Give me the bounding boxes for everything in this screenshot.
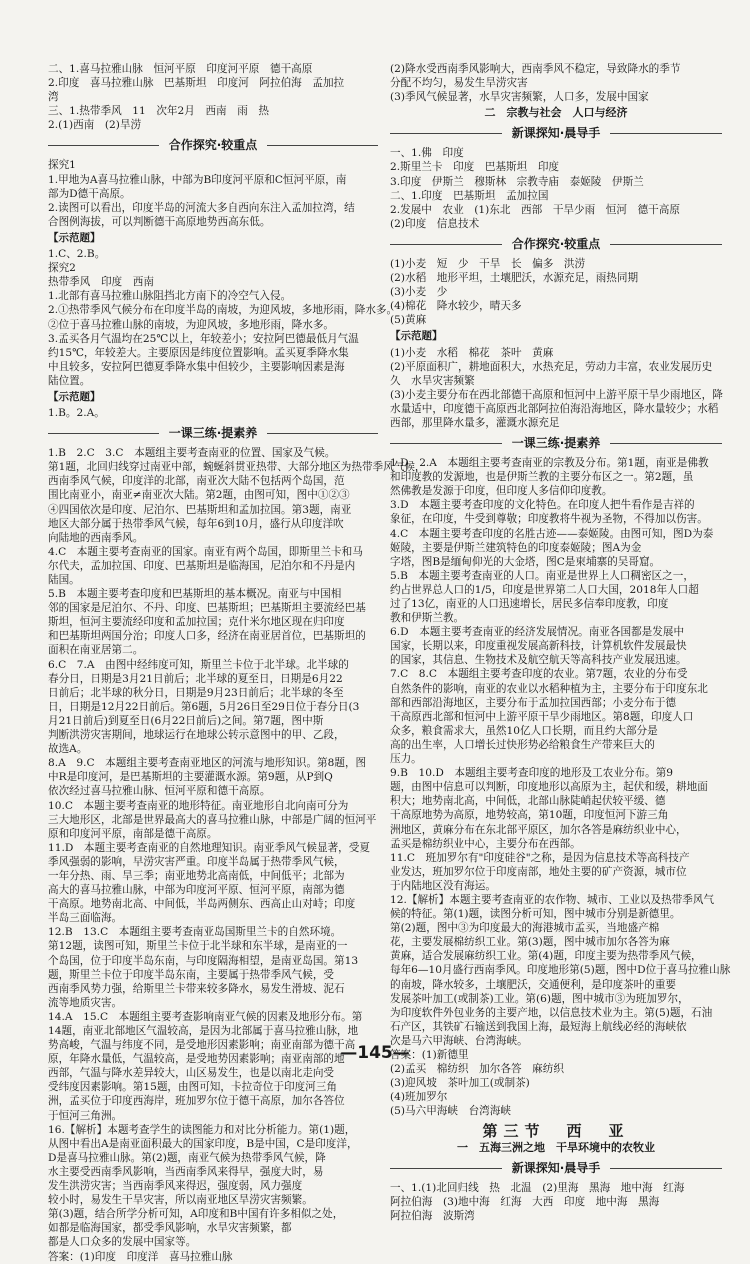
text-line: 一、1.佛 印度 [390,147,464,160]
text-line: (2)印度 信息技术 [390,217,480,230]
text-line: 陆国。 [48,574,80,586]
text-line: 于内陆地区没有海运。 [390,879,496,892]
text-line: 西部，气温与降水差异较大，山区易发生，也是以南北走向受 [48,1067,335,1080]
text-line: 季风强弱的影响，早涝灾害严重。印度半岛属于热带季风气候， [48,855,345,868]
text-line: (4)班加罗尔 [390,1091,448,1104]
text-line: 流等地质灾害。 [48,996,123,1009]
text-line: 1.B。2.A。 [48,407,105,420]
text-line: 的国家，其信息、生物技术及航空航天等高科技产业发展迅速。 [390,654,687,667]
chapter-title: 第三节 西 亚 [482,1122,630,1141]
text-line: 3.D 本题主要考查印度的文化特色。在印度人把牛看作是吉祥的 [390,499,695,512]
text-line: 高大的喜马拉雅山脉，中部为印度河平原、恒河平原，南部为德 [48,884,345,897]
example-tag: 【示范题】 [48,390,101,403]
text-line: 陆位置。 [48,374,91,387]
text-line: 高的出生率，人口增长过快形势必给粮食生产带来巨大的 [390,738,655,751]
text-line: (5)黄麻 [390,314,427,327]
page-number: —145— [340,1043,410,1063]
text-line: 探究1 [48,159,76,172]
text-line: 西南季风势力强，给斯里兰卡带来较多降水，易发生滑坡、泥石 [48,982,345,995]
text-line: 分配不均匀，易发生旱涝灾害 [390,77,528,90]
text-line: 势高峻，气温与纬度不同，是受地形因素影响；南亚南部为德干高 [48,1039,356,1052]
text-line: 姬陵，主要是伊斯兰建筑特色的印度泰姬陵；图A为金 [390,541,642,554]
text-line: 5.B 本题主要考查印度和巴基斯坦的基本概况。南亚与中国相 [48,588,342,601]
text-line: 教和伊斯兰教。 [390,612,465,625]
text-line: 一年分热、雨、旱三季；南亚地势北高南低，中间低平；北部为 [48,869,345,882]
text-line: 围比南亚小，南亚≠南亚次大陆。第2题，由图可知，图中①②③ [48,489,350,502]
section-banner-label: 一课三练·提素养 [159,426,268,440]
example-tag: 【示范题】 [390,330,443,343]
text-line: 答案：(1)新德里 [390,1049,469,1061]
text-line: 水主要受西南季风影响，当西南季风来得早，强度大时，易 [48,1165,324,1178]
text-line: 斯坦，恒河主要流经印度和孟加拉国；克什米尔地区现在归印度 [48,616,345,629]
text-line: 中R是印度河，是巴基斯坦的主要灌溉水源。第9题，从P到Q [48,771,333,784]
text-line: 合图例海拔，可以判断德干高原地势西高东低。 [48,215,271,228]
text-line: 久 水旱灾害频繁 [390,374,475,387]
text-line: 1.B 2.C 3.C 本题组主要考查南亚的位置、国家及气候。 [48,447,336,460]
text-line: (2)水稻 地形平坦，土壤肥沃，水源充足，雨热同期 [390,272,639,285]
text-line: 7.C 8.C 本题组主要考查印度的农业。第7题，农业的分布受 [390,668,688,681]
text-line: 9.B 10.D 本题组主要考查印度的地形及工农业分布。第9 [390,767,674,780]
text-line: 日前后；北半球的秋分日，日期是9月23日前后；北半球的冬至 [48,686,344,699]
text-line: 孟买是棉纺织业中心，主要分布在西部。 [390,837,581,850]
text-line: 8.A 9.C 本题组主要考查南亚地区的河流与地形知识。第8题，图 [48,757,367,770]
example-tag: 【示范题】 [48,231,101,244]
text-line: 11.D 本题主要考查南亚的自然地理知识。南亚季风气候显著，受夏 [48,841,370,854]
text-line: 1.甲地为A喜马拉雅山脉，中部为B印度河平原和C恒河平原，南 [48,173,347,186]
section-banner-label: 新课探知·晨导手 [502,1161,611,1175]
text-line: 第(3)题，结合所学分析可知，A印度和B中国有许多相似之处， [48,1208,344,1221]
section-banner [390,434,722,452]
section-banner [48,136,378,154]
text-line: 3.孟买各月气温均在25℃以上，年较差小；安拉阿巴德最低月气温 [48,332,359,345]
text-line: 一、1.(1)北回归线 热 北温 (2)里海 黑海 地中海 红海 [390,1181,685,1194]
text-line: 发生洪涝灾害；当西南季风来得迟，强度弱，风力强度 [48,1180,303,1193]
text-line: (5)马六甲海峡 台湾海峡 [390,1105,511,1118]
text-line: 2.①热带季风气候分布在印度半岛的南坡，为迎风坡，多地形雨，降水多。 [48,304,398,317]
text-line: 都是人口众多的发展中国家等。 [48,1236,197,1249]
text-line: 依次经过喜马拉雅山脉、恒河平原和德干高原。 [48,785,271,798]
text-line: 日，日期是12月22日前后。第6题，5月26日至29日位于春分日(3 [48,700,360,713]
text-line: 探究2 [48,262,76,275]
section-banner-label: 合作探究·较重点 [159,138,268,152]
text-line: 题，斯里兰卡位于印度半岛东南，主要属于热带季风气候，受 [48,968,335,981]
text-line: 地区大部分属于热带季风气候，每年6到10月，盛行从印度洋吹 [48,517,344,530]
text-line: 春分日，日期是3月21日前后；北半球的夏至日，日期是6月22 [48,672,343,685]
text-line: 10.C 本题主要考查南亚的地形特征。南亚地形自北向南可分为 [48,799,349,812]
text-line: 6.C 7.A 由图中经纬度可知，斯里兰卡位于北半球。北半球的 [48,658,349,671]
text-line: (3)迎风坡 茶叶加工(或制茶) [390,1077,530,1090]
text-line: 5.B 本题主要考查南亚的人口。南亚是世界上人口稠密区之一， [390,569,694,582]
text-line: 12.B 13.C 本题组主要考查南亚岛国斯里兰卡的自然环境。 [48,926,342,939]
text-line: ④四国依次是印度、尼泊尔、巴基斯坦和孟加拉国。第3题，南亚 [48,503,352,516]
text-line: (2)平原面积广，耕地面积大，水热充足，劳动力丰富，农业发展历史 [390,360,713,373]
text-line: 邻的国家是尼泊尔、不丹、印度、巴基斯坦；巴基斯坦主要流经巴基 [48,602,366,615]
text-line: 11.C 班加罗尔有"印度硅谷"之称，是因为信息技术等高科技产 [390,851,690,864]
text-line: 月21日前后)到夏至日(6月22日前后)之间。第7题，图中斯 [48,714,324,727]
text-line: 自然条件的影响，南亚的农业以水稻种植为主，主要分布于印度东北 [390,682,708,695]
text-line: 积大；地势南北高，中间低，北部山脉陡峭起伏较平缓、德 [390,795,666,808]
text-line: 题，由图中信息可以判断，印度地形以高原为主，起伏和缓，耕地面 [390,781,708,794]
text-line: 二、1.印度 巴基斯坦 孟加拉国 [390,189,549,202]
text-line: 答案：(1)印度 印度洋 喜马拉雅山脉 [48,1250,233,1263]
text-line: 每年6—10月盛行西南季风。印度地形第(5)题，图中D位于喜马拉雅山脉 [390,964,731,977]
text-line: 个岛国，位于印度半岛东南，与印度隔海相望，是南亚岛国。第13 [48,954,359,967]
text-line: 次是马六甲海峡、台湾海峡。 [390,1034,528,1047]
section-banner [390,124,722,142]
text-line: 12.【解析】本题主要考查南亚的农作物、城市、工业以及热带季风气 [390,893,715,906]
text-line: 石产区，其铁矿石输送到我国上海，最短海上航线必经的海峡依 [390,1020,687,1033]
section-banner-label: 合作探究·较重点 [502,237,611,251]
text-line: 2.(1)西南 (2)旱涝 [48,119,142,132]
text-line: 较小时，易发生干旱灾害，所以南亚地区旱涝灾害频繁。 [48,1194,313,1207]
text-line: 原，年降水量低，气温较高，是受地势因素影响；南亚南部的地 [48,1053,345,1066]
text-line: 业发达，班加罗尔位于印度南部，地处主要的矿产资源，城市位 [390,865,687,878]
text-line: ②位于喜马拉雅山脉的南坡，为迎风坡，多地形雨，降水多。 [48,318,335,331]
text-line: 14.A 15.C 本题组主要考查影响南亚气候的因素及地形分布。第 [48,1010,363,1023]
text-line: 部和西部沿海地区，主要分布于孟加拉国西部；小麦分布于德 [390,696,677,709]
text-line: 部为D德干高原。 [48,187,131,200]
text-line: 字塔，图B是缅甸仰光的大金塔，图C是柬埔寨的吴哥窟。 [390,555,661,568]
text-line: 象征，在印度，牛受到尊敬；印度教将牛视为圣物，不得加以伤害。 [390,513,708,526]
text-line: 中且较多，安拉阿巴德夏季降水集中但较少，主要影响因素是海 [48,360,345,373]
text-line: (1)小麦 短 少 干旱 长 偏多 洪涝 [390,257,586,270]
text-line: 为印度软件外包业务的主要产地，以信息技术业为主。第(5)题，石油 [390,1006,713,1019]
section-banner [390,235,722,253]
text-line: 尔代夫，孟加拉国、印度、巴基斯坦是临海国，尼泊尔和不丹是内 [48,559,356,572]
text-line: 原和印度河平原，南部是德干高原。 [48,827,218,840]
text-line: 二、1.喜马拉雅山脉 恒河平原 印度河平原 德干高原 [48,63,313,75]
text-line: (3)季风气候显著，水旱灾害频繁，人口多，发展中国家 [390,91,649,104]
text-line: 于恒河三角洲。 [48,1109,123,1122]
text-line: (2)降水受西南季风影响大，西南季风不稳定，导致降水的季节 [390,63,681,75]
section-title: 一 五海三洲之地 干旱环境中的农牧业 [457,1140,655,1154]
text-line: 约15℃，年较差大。主要原因是纬度位置影响。孟买夏季降水集 [48,346,349,359]
text-line: 半岛三面临海。 [48,912,123,925]
section-banner [48,424,378,442]
text-line: 阿拉伯海 (3)地中海 红海 大西 印度 地中海 黑海 [390,1195,660,1208]
text-line: 过了13亿，南亚的人口迅速增长，居民多信奉印度教，印度 [390,598,669,610]
text-line: 候的特征。第(1)题，读图分析可知，图中城市分别是新德里。 [390,908,681,921]
text-line: 三大地形区，北部是世界最高大的喜马拉雅山脉，中部是广阔的恒河平 [48,813,377,826]
text-line: 湾 [48,91,59,104]
text-line: 干高原地势为高原，地势较高，第10题，印度恒河下游三角 [390,809,669,822]
text-line: 然佛教是发源于印度，但印度人多信仰印度教。 [390,485,613,498]
text-line: 西南季风气候，印度洋的北部，南亚次大陆不包括两个岛国，范 [48,475,345,488]
text-line: 受纬度因素影响。第15题，由图可知，卡拉奇位于印度河三角 [48,1081,337,1094]
text-line: 1.C、2.B。 [48,248,106,261]
text-line: 阿拉伯海 波斯湾 [390,1209,475,1222]
text-line: 第(2)题，图中③为印度最大的海港城市孟买，当地盛产棉 [390,922,660,935]
section-title: 二 宗教与社会 人口与经济 [484,106,628,120]
text-line: 花，主要发展棉纺织工业。第(3)题，图中城市加尔各答为麻 [390,936,670,949]
text-line: 4.C 本题主要考查印度的名胜古迹——泰姬陵。由图可知，图D为泰 [390,527,714,540]
text-line: 约占世界总人口的1/5，印度是世界第二人口大国，2018年人口超 [390,583,699,596]
text-line: (2)孟买 棉纺织 加尔各答 麻纺织 [390,1063,564,1076]
section-banner-label: 新课探知·晨导手 [502,126,611,140]
text-line: 从图中看出A是南亚面积最大的国家印度，B是中国，C是印度洋， [48,1137,358,1150]
text-line: 2.印度 喜马拉雅山脉 巴基斯坦 印度河 阿拉伯海 孟加拉 [48,77,345,90]
text-line: 干高原。地势南北高、中间低，半岛两侧东、西高止山对峙；印度 [48,898,356,911]
section-banner-label: 一课三练·提素养 [502,436,611,450]
text-line: 干高原西北部和恒河中上游平原干旱少雨地区。第8题，印度人口 [390,710,694,723]
text-line: 国家，长期以来，印度重视发展高新科技，计算机软件发展最快 [390,640,687,653]
text-line: 的南坡，降水较多，土壤肥沃，交通便利，是印度茶叶的重要 [390,978,677,991]
text-line: D是喜马拉雅山脉。第(2)题，南亚气候为热带季风气候，降 [48,1151,326,1164]
text-line: 水量适中，印度德干高原西北部阿拉伯海沿海地区，降水量较少；水稻 [390,402,719,415]
text-line: 6.D 本题主要考查南亚的经济发展情况。南亚各国都是发展中 [390,626,685,639]
text-line: 三、1.热带季风 11 次年2月 西南 雨 热 [48,105,270,118]
text-line: 发展茶叶加工(或制茶)工业。第(6)题，图中城市③为班加罗尔， [390,992,689,1005]
text-line: 1.D 2.A 本题组主要考查南亚的宗教及分布。第1题，南亚是佛教 [390,457,709,470]
text-line: 洲地区，黄麻分布在东北部平原区，加尔各答是麻纺织业中心， [390,823,687,836]
text-line: 第12题，读图可知，斯里兰卡位于北半球和东半球，是南亚的一 [48,940,348,953]
text-line: 黄麻，适合发展麻纺织工业。第(4)题，印度主要为热带季风气候， [390,950,702,963]
text-line: (3)小麦主要分布在西北部德干高原和恒河中上游平原干旱少雨地区，降 [390,388,723,401]
section-banner [390,1159,722,1177]
text-line: 4.C 本题主要考查南亚的国家。南亚有两个岛国，即斯里兰卡和马 [48,545,363,558]
text-line: 第1题，北回归线穿过南亚中部，蜿蜒斜贯亚热带、大部分地区为热带季风气候， [48,461,426,474]
text-line: 16.【解析】本题考查学生的读图能力和对比分析能力。第(1)题， [48,1123,356,1136]
text-line: (4)棉花 降水较少，晴天多 [390,300,522,313]
text-line: 2.读图可以看出，印度半岛的河流大多自西向东注入孟加拉湾，结 [48,201,355,214]
text-line: 14题，南亚北部地区气温较高，是因为北部属于喜马拉雅山脉，地 [48,1025,359,1037]
text-line: 压力。 [390,753,422,766]
text-line: 2.发展中 农业 (1)东北 西部 干旱少雨 恒河 德干高原 [390,203,680,216]
text-line: 故选A。 [48,743,88,756]
text-line: 向陆地的西南季风。 [48,531,144,544]
text-line: 和印度教的发源地，也是伊斯兰教的主要分布区之一。第2题，虽 [390,471,694,484]
text-line: 如都是临海国家，都受季风影响，水旱灾害频繁，都 [48,1222,292,1235]
text-line: 西部，那里降水量多，灌溉水源充足 [390,416,560,429]
text-line: 众多，粮食需求大，虽然10亿人口长期，而且约大部分是 [390,724,658,737]
text-line: 面积在南亚居第二。 [48,644,144,657]
text-line: (1)小麦 水稻 棉花 茶叶 黄麻 [390,346,554,359]
text-line: 热带季风 印度 西南 [48,276,154,289]
text-line: 3.印度 伊斯兰 穆斯林 宗教寺庙 泰姬陵 伊斯兰 [390,175,644,188]
text-line: 洲，孟买位于印度西海岸，班加罗尔位于德干高原，加尔各答位 [48,1095,345,1108]
text-line: 2.斯里兰卡 印度 巴基斯坦 印度 [390,161,560,174]
text-line: 和巴基斯坦两国分治；印度人口多，经济在南亚居首位，巴基斯坦的 [48,630,366,643]
text-line: 判断洪涝灾害期间，地球运行在地球公转示意图中的甲、乙段， [48,729,345,742]
text-line: (3)小麦 少 [390,286,448,299]
text-line: 1.北部有喜马拉雅山脉阻挡北方南下的冷空气入侵。 [48,290,292,303]
